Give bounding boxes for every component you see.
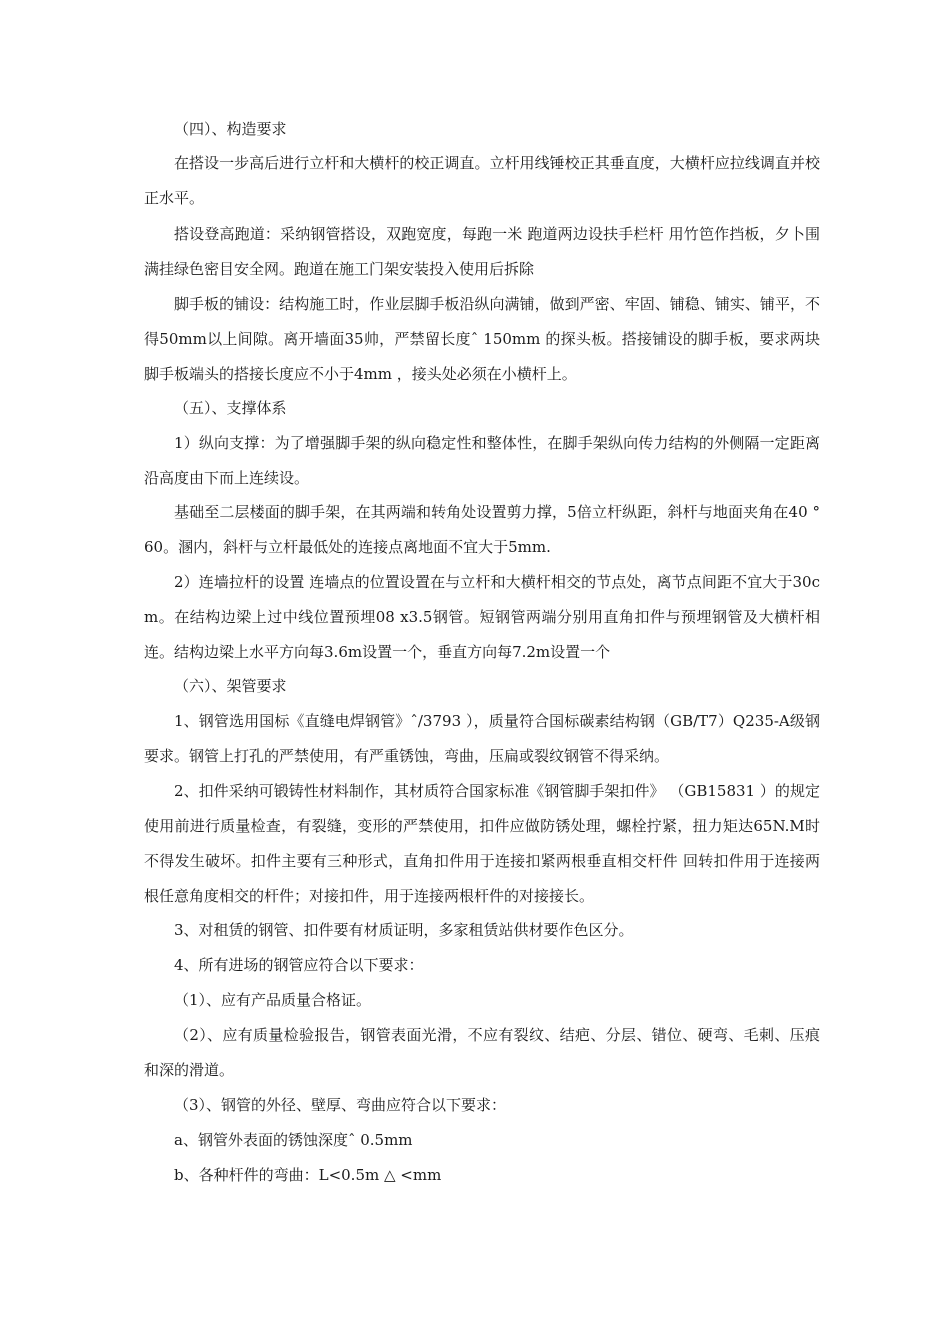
paragraph: 1）纵向支撑：为了增强脚手架的纵向稳定性和整体性，在脚手架纵向传力结构的外侧隔一定距离沿高度由下而上连续设。 — [144, 434, 820, 487]
paragraph: 脚手板的铺设：结构施工时，作业层脚手板沿纵向满铺，做到严密、牢固、铺稳、铺实、铺平，不得50mm以上间隙。离开墙面35帅，严禁留长度ˆ 150mm 的探头板。搭接铺设的脚手板，要求两块脚手板端头的搭接长度应不小于4mm ，接头处必须在小横杆上。 — [144, 295, 820, 383]
paragraph: 4、所有进场的钢管应符合以下要求： — [174, 956, 424, 974]
paragraph: 1、钢管选用国标《直缝电焊钢管》ˆ/3793 ），质量符合国标碳素结构钢（GB/T7）Q235-A级钢要求。钢管上打孔的严禁使用，有严重锈蚀，弯曲，压扁或裂纹钢管不得采纳。 — [144, 712, 820, 765]
paragraph: （3）、钢管的外径、壁厚、弯曲应符合以下要求： — [174, 1096, 507, 1114]
section-heading-4: （四）、构造要求 — [174, 120, 287, 138]
paragraph: 在搭设一步高后进行立杆和大横杆的校正调直。立杆用线锤校正其垂直度，大横杆应拉线调直并校正水平。 — [144, 154, 820, 207]
paragraph: 2）连墙拉杆的设置 连墙点的位置设置在与立杆和大横杆相交的节点处，离节点间距不宜大于30cm。在结构边梁上过中线位置预埋08 x3.5钢管。短钢管两端分别用直角扣件与预埋钢管及大横杆相连。结构边梁上水平方向每3.6m设置一个，垂直方向每7.2m设置一个 — [144, 573, 820, 661]
paragraph: a、钢管外表面的锈蚀深度ˆ 0.5mm — [174, 1131, 413, 1149]
paragraph: （2）、应有质量检验报告，钢管表面光滑，不应有裂纹、结疤、分层、错位、硬弯、毛刺、压痕和深的滑道。 — [144, 1026, 820, 1079]
paragraph: 3、对租赁的钢管、扣件要有材质证明，多家租赁站供材要作色区分。 — [174, 921, 634, 939]
paragraph: 搭设登高跑道：采纳钢管搭设，双跑宽度，每跑一米 跑道两边设扶手栏杆 用竹笆作挡板，夕卜围满挂绿色密目安全网。跑道在施工门架安装投入使用后拆除 — [144, 225, 820, 278]
paragraph: b、各种杆件的弯曲：L<0.5m △ <mm — [174, 1166, 442, 1184]
section-heading-6: （六）、架管要求 — [174, 677, 287, 695]
paragraph: 基础至二层楼面的脚手架，在其两端和转角处设置剪力撑，5倍立杆纵距，斜杆与地面夹角在40 ° 60。溷内，斜杆与立杆最低处的连接点离地面不宜大于5mm. — [144, 503, 820, 556]
paragraph: 2、扣件采纳可锻铸性材料制作，其材质符合国家标准《钢管脚手架扣件》 （GB15831 ）的规定 使用前进行质量检查，有裂缝，变形的严禁使用，扣件应做防锈处理，螺栓拧紧，扭力矩达65N.M时不得发生破坏。扣件主要有三种形式，直角扣件用于连接扣紧两根垂直相交杆件 回转扣件用于连接两根任意角度相交的杆件；对接扣件，用于连接两根杆件的对接接长。 — [144, 782, 820, 905]
paragraph: （1）、应有产品质量合格证。 — [174, 991, 372, 1009]
section-heading-5: （五）、支撑体系 — [174, 399, 287, 417]
